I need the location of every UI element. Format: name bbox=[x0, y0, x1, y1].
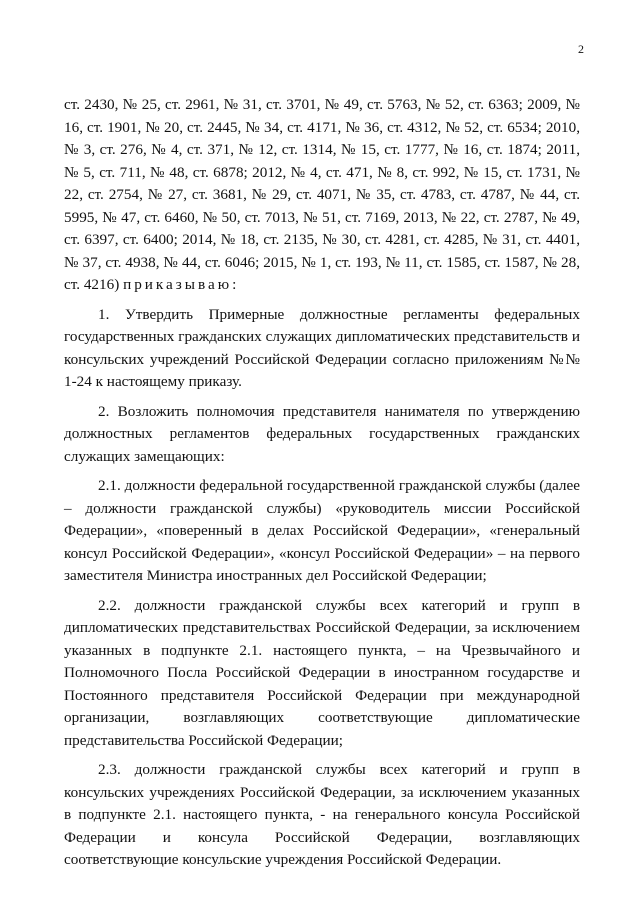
order-suffix: : bbox=[232, 276, 237, 293]
item-2-3-paragraph: 2.3. должности гражданской службы всех категорий и групп в консульских учреждениях Российской Федерации, за исключением указанных в подпункте 2.1. настоящего пункта, - на генерального консула Российской Федерации и консула Российской Федерации, возглавляющих соответствующие консульские учреждения Российской Федерации. bbox=[64, 761, 580, 868]
item-1-paragraph: 1. Утвердить Примерные должностные регламенты федеральных государственных гражданских служащих дипломатических представительств и консульских учреждений Российской Федерации согласно приложениям №№ 1-24 к настоящему приказу. bbox=[64, 305, 580, 390]
item-2-1-paragraph: 2.1. должности федеральной государственной гражданской службы (далее – должности гражданской службы) «руководитель миссии Российской Федерации», «поверенный в делах Российской Федерации», «генеральный консул Российской Федерации», «консул Российской Федерации» – на первого заместителя Министра иностранных дел Российской Федерации; bbox=[64, 477, 580, 584]
item-2-paragraph: 2. Возложить полномочия представителя нанимателя по утверждению должностных регламентов федеральных государственных гражданских служащих замещающих: bbox=[64, 402, 580, 465]
page-number: 2 bbox=[578, 42, 584, 56]
intro-paragraph bbox=[64, 94, 580, 297]
item-2-2-paragraph: 2.2. должности гражданской службы всех категорий и групп в дипломатических представительствах Российской Федерации, за исключением указанных в подпункте 2.1. настоящего пункта, – на Чрезвычайного и Полномочного Посла Российской Федерации в иностранном государстве и Постоянного представителя Российской Федерации при международной организации, возглавляющих соответствующие дипломатические представительства Российской Федерации; bbox=[64, 596, 580, 749]
order-word: приказываю bbox=[123, 276, 233, 293]
document-body bbox=[64, 94, 580, 872]
intro-citations: ст. 2430, № 25, ст. 2961, № 31, ст. 3701, № 49, ст. 5763, № 52, ст. 6363; 2009, № 16, ст. 1901, № 20, ст. 2445, № 34, ст. 4171, № 36, ст. 4312, № 52, ст. 6534; 2010, № 3, ст. 276, № 4, ст. 371, № 12, ст. 1314, № 15, ст. 1777, № 16, ст. 1874; 2011, № 5, ст. 711, № 48, ст. 6878; 2012, № 4, ст. 471, № 8, ст. 992, № 15, ст. 1731, № 22, ст. 2754, № 27, ст. 3681, № 29, ст. 4071, № 35, ст. 4783, ст. 4787, № 44, ст. 5995, № 47, ст. 6460, № 50, ст. 7013, № 51, ст. 7169, 2013, № 22, ст. 2787, № 49, ст. 6397, ст. 6400; 2014, № 18, ст. 2135, № 30, ст. 4281, ст. 4285, № 31, ст. 4401, № 37, ст. 4938, № 44, ст. 6046; 2015, № 1, ст. 193, № 11, ст. 1585, ст. 1587, № 28, ст. 4216) bbox=[64, 96, 580, 293]
